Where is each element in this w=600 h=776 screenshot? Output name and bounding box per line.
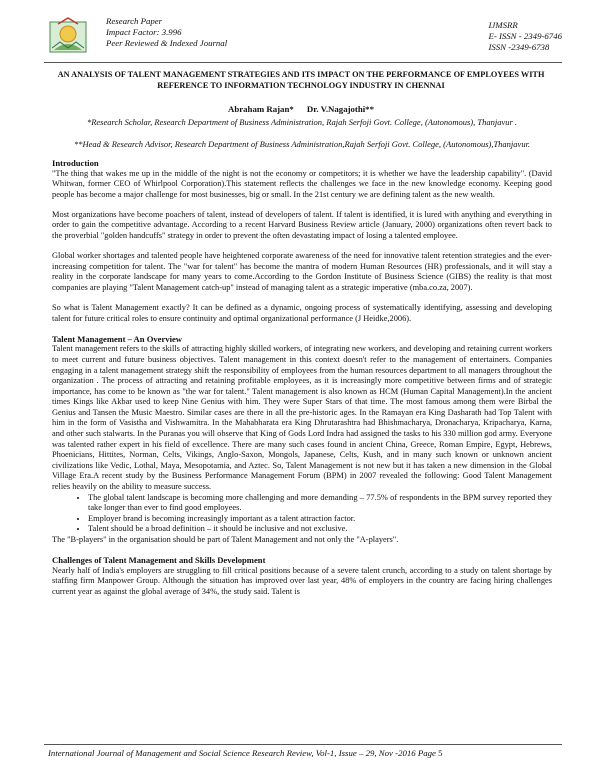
- header-issn-info: [488, 20, 562, 54]
- challenges-paragraph: Nearly half of India's employers are struggling to fill critical positions because of a severe talent crunch, according to a study on talent shortage by staffing firm Manpower Group. Although the situation has improved over last year, 48% of employers in the country are facing hiring challenges current year as against the global average of 34%, the study said. Talent is: [52, 565, 552, 596]
- overview-paragraph: Talent management refers to the skills of attracting highly skilled workers, of integrating new workers, and developing and retaining current workers to meet current and future business objectives. Talent management in this context doesn't refer to the management of entertainers. Companies engaging in a talent management strategy shift the responsibility of employees from the human resources department to all managers throughout the organization . The process of attracting and retaining profitable employees, as it is increasingly more competitive between firms and of strategic importance, has come to be known as "the war for talent." Talent management is also known as HCM (Human Capital Management).In the ancient times Kings like Akbar used to keep Nine Genius with him. They were Super Stars of that time. The most famous among them were Birbal the Genius and Tansen the Music Maestro. Similar cases are there in all the pre-historic ages. In the Ramayan era King Dasharath had Top Talent with him in the form of Vasistha and Vishwamitra. In the Mahabharata era King Dhrutarashtra had Bhishmacharya, Dronacharya, Kripacharya, Karna, and other such stalwarts. In the Puranas you will observe that King of Gods Lord Indra had assigned the tasks to his 330 million god army. Everyone was talented rather expert in his field of excellence. There are many such cases found in ancient China, Greece, Roman Empire, Egypt, Hebrews, Phoenicians, Hittites, Norman, Celts, Vikings, Anglo-Saxon, Mongols, Japanese, Celts, Kush, and in many such known or unknown ancient civilizations like Vedic, Lothal, Maya, Mesopotamia, and Aztec. So, Talent Management is not new but it has taken a new dimension in the Global Village Era.A recent study by the Business Performance Management Forum (BPM) in 2007 revealed the following: Good Talent Management relies heavily on the ability to measure success.: [52, 344, 552, 492]
- section-heading-overview: Talent Management – An Overview: [52, 333, 183, 344]
- list-item: • The global talent landscape is becoming more challenging and more demanding – 77.5% of respondents in the BPM survey reported they take longer than ever to find good employees.: [88, 493, 552, 514]
- header-e-issn: E- ISSN - 2349-6746: [488, 31, 562, 42]
- journal-logo-icon: [44, 14, 92, 58]
- paper-body: [52, 158, 552, 597]
- page-footer: [48, 748, 443, 758]
- intro-paragraph-3: Global worker shortages and talented people have heightened corporate awareness of the need for innovative talent retention strategies and the ever-increasing competition for talent. The "war for talent" has become the mantra of modern Human Resources (HR) professionals, and it will stay a reality in the corporate landscape for many years to come.According to the Gordon Institute of Business Science (GIBS) the reality is that most companies are playing "Talent Management catch-up" instead of managing talent as a strategic imperative (mba.co.za, 2007).: [52, 251, 552, 292]
- list-item: • Employer brand is becoming increasingly important as a talent attraction factor.: [88, 514, 552, 525]
- overview-closing: The "B-players" in the organisation should be part of Talent Management and not only the "A-players".: [52, 535, 399, 544]
- section-heading-challenges: Challenges of Talent Management and Skills Development: [52, 555, 266, 566]
- affiliation-2: **Head & Research Advisor, Research Department of Business Administration,Rajah Serfoji Govt. College, (Autonomous),Thanjavur.: [73, 139, 531, 149]
- header-peer-reviewed: Peer Reviewed & Indexed Journal: [106, 38, 228, 49]
- section-heading-introduction: Introduction: [52, 158, 99, 168]
- header-issn: ISSN -2349-6738: [488, 42, 550, 53]
- paper-authors: Abraham Rajan* Dr. V.Nagajothi**: [228, 104, 374, 114]
- footer-journal-citation: International Journal of Management and Social Science Research Review, Vol-1, Issue – 29, Nov -2016 Page: [48, 748, 436, 758]
- header-journal-abbrev: IJMSRR: [488, 20, 518, 30]
- intro-paragraph-2: Most organizations have become poachers of talent, instead of developers of talent. If talent is identified, it is lured with anything and everything in order to gain the competitive advantage. According to a recent Harvard Business Review article (January, 2000) organizations often revert back to the proverbial "golden handcuffs" strategy in order to prevent the often devastating impact of losing a talented employee.: [52, 209, 552, 241]
- affiliation-1: *Research Scholar, Research Department of Business Administration, Rajah Serfoji Govt. College, (Autonomous), Thanjavur .: [86, 117, 518, 127]
- header-paper-type: Research Paper: [106, 16, 163, 26]
- header-impact-factor: Impact Factor: 3.996: [106, 27, 182, 38]
- header-divider: [44, 62, 562, 63]
- page-number: 5: [438, 748, 443, 758]
- paper-title: AN ANALYSIS OF TALENT MANAGEMENT STRATEGIES AND ITS IMPACT ON THE PERFORMANCE OF EMPLOYEES WITH REFERENCE TO INFORMATION TECHNOLOGY INDUSTRY IN CHENNAI: [57, 70, 545, 91]
- list-item: • Talent should be a broad definition – it should be inclusive and not exclusive.: [88, 524, 552, 535]
- intro-paragraph-4: So what is Talent Management exactly? It can be defined as a dynamic, ongoing process of systematically identifying, assessing and developing talent for future critical roles to ensure continuity and optimal organizational performance (J Heidke,2006).: [52, 303, 552, 323]
- intro-paragraph-1: "The thing that wakes me up in the middle of the night is not the economy or competitors; it is whether we have the leadership capability". (David Whitwan, former CEO of Whirlpool Corporation).This statement reflects the challenges we face in the new knowledge economy. Keeping good people has become a major challenge for most businesses, big or small. In the 21st century we are defining talent as the new wealth.: [52, 168, 552, 199]
- footer-divider: [44, 744, 562, 745]
- header-journal-info: [106, 16, 227, 50]
- overview-bullet-list: [52, 493, 552, 535]
